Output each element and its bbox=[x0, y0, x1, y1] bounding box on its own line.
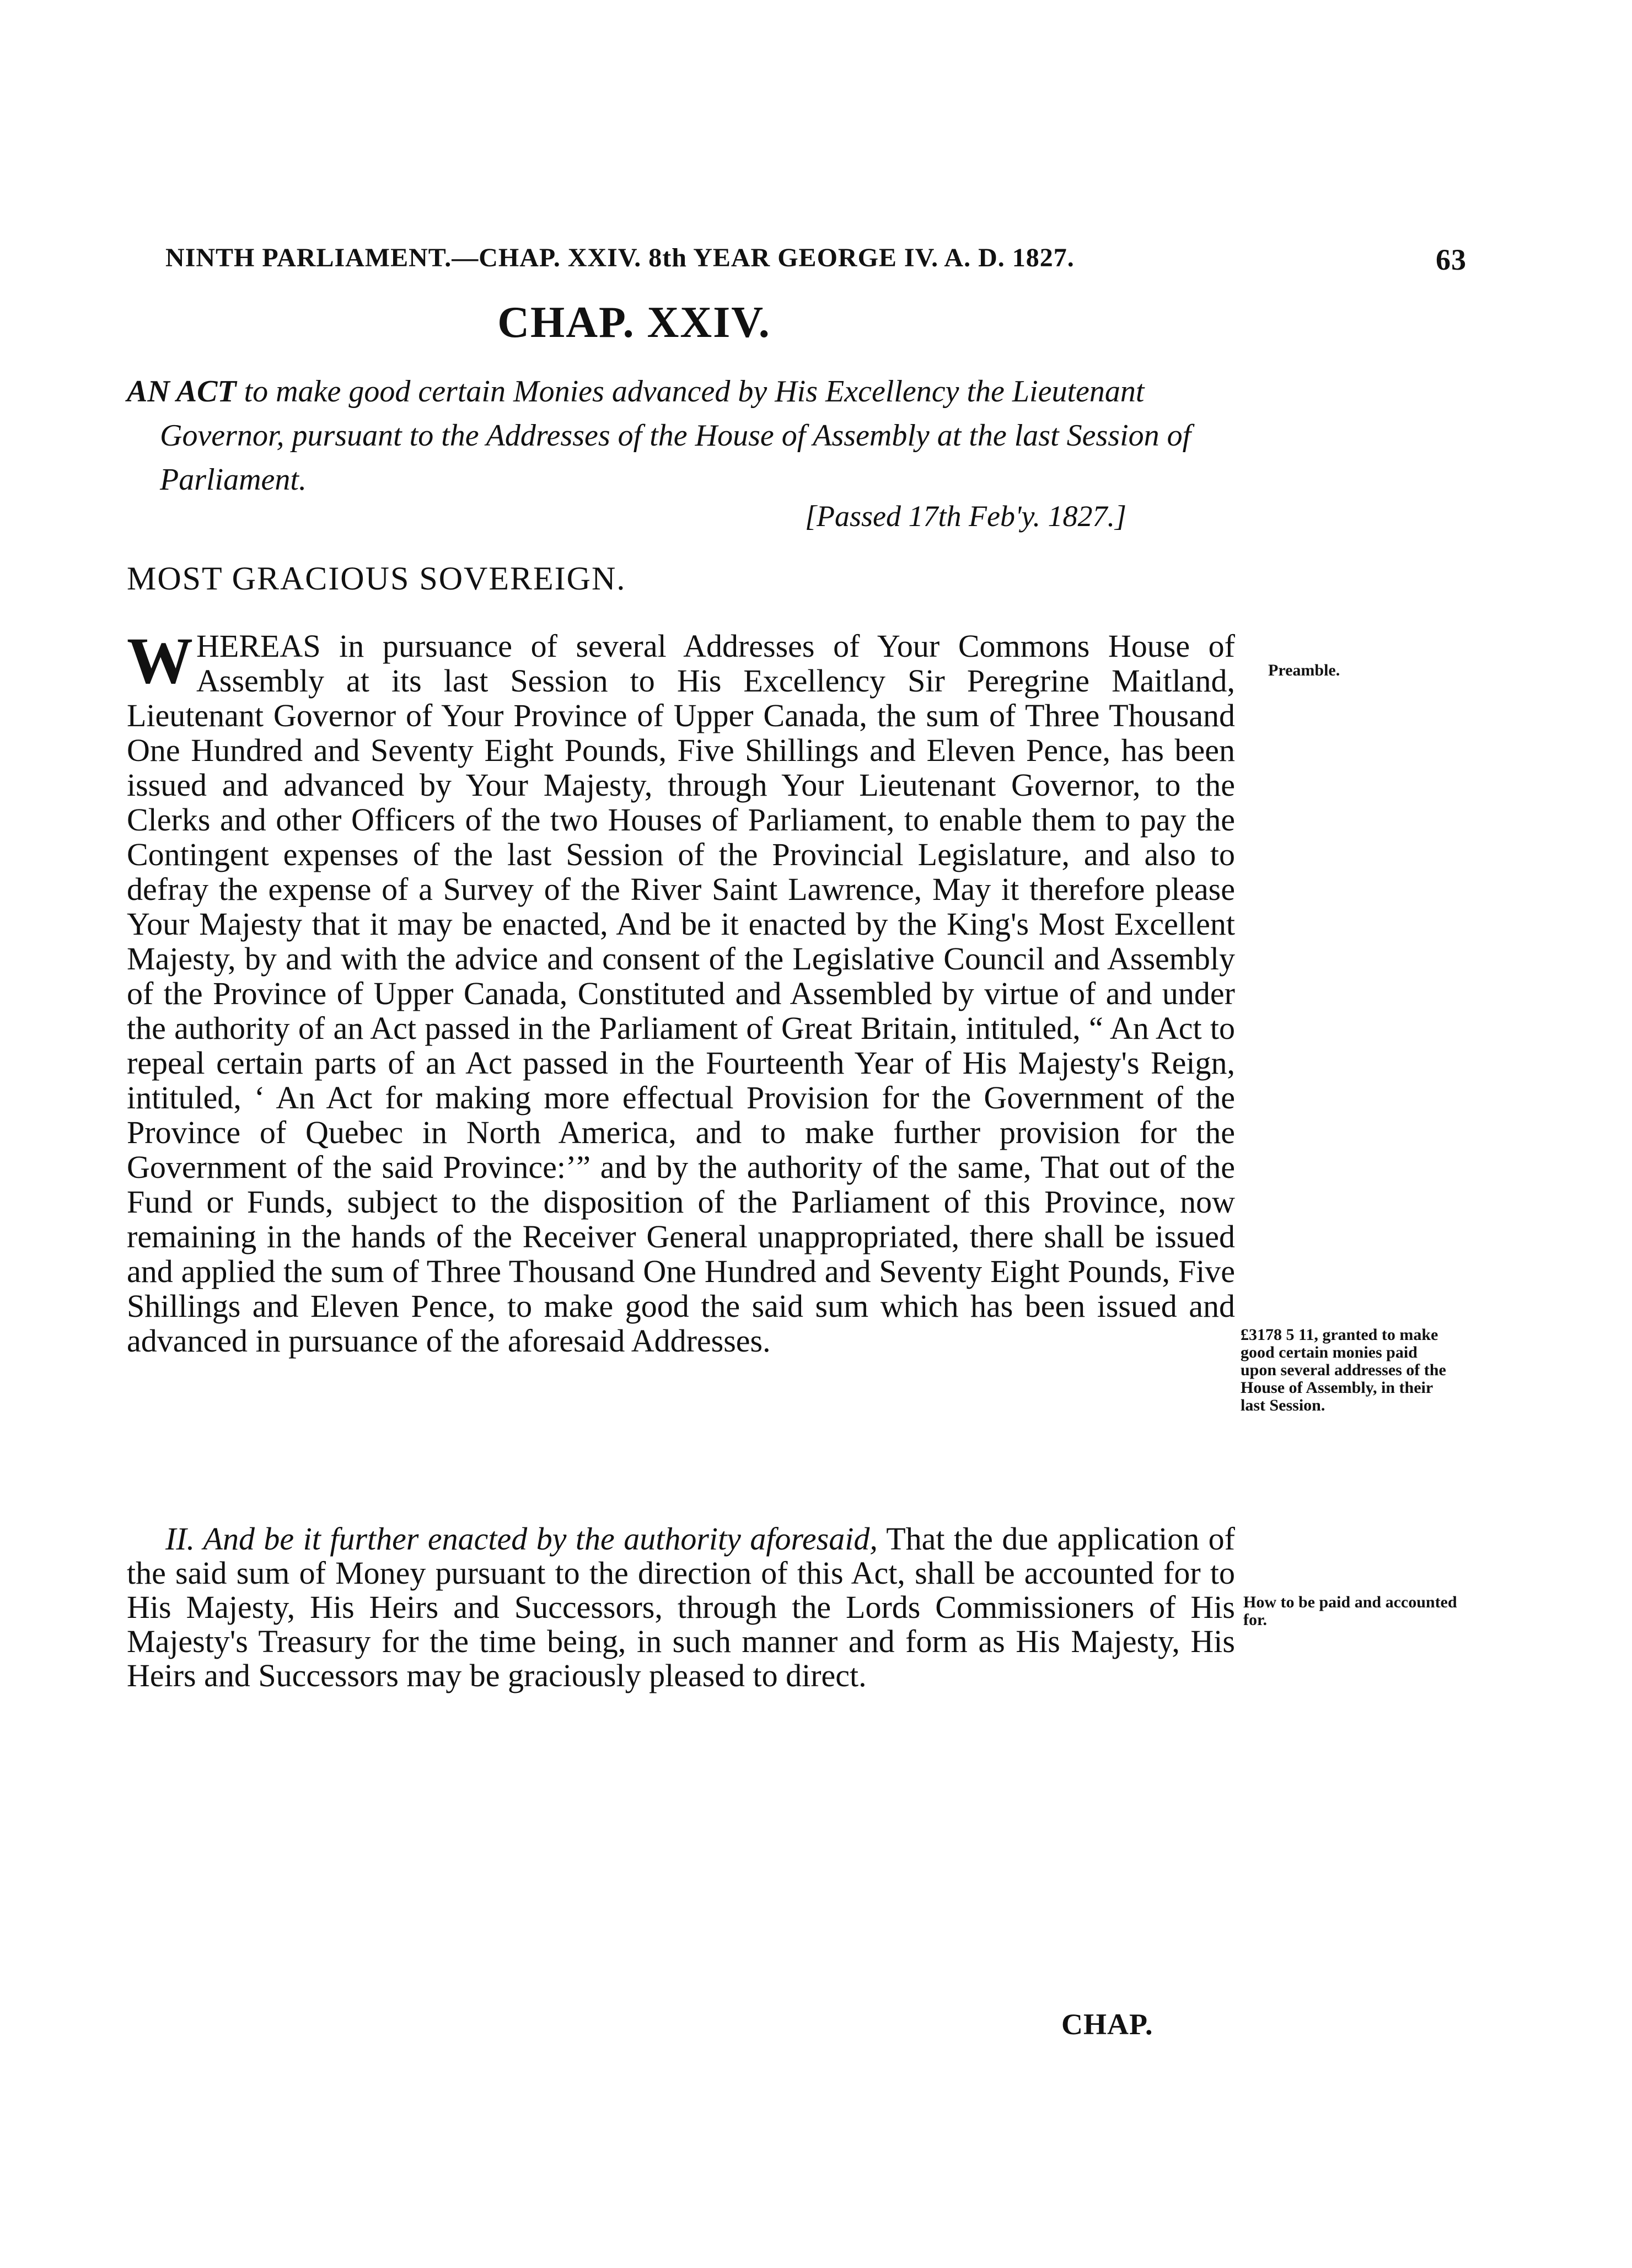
section-two-intro: II. And be it further enacted by the authority aforesaid, bbox=[165, 1521, 878, 1557]
margin-note-preamble: Preamble. bbox=[1268, 661, 1340, 679]
act-title-lead: AN ACT bbox=[127, 374, 237, 409]
running-head-text: NINTH PARLIAMENT.—CHAP. XXIV. 8th YEAR GEORGE IV. A. D. 1827. bbox=[165, 243, 1075, 272]
preamble-text: HEREAS in pursuance of several Addresses of Your Commons House of Assembly at its last Session to His Excellency Sir Peregrine Maitland, Lieutenant Governor of Your Province of Upper Canada, the sum of Three Thousand One Hundred and Seventy Eight Pounds, Five Shillings and Eleven Pence, has been issued and advanced by Your Majesty, through Your Lieutenant Governor, to the Clerks and other Officers of the two Houses of Parliament, to enable them to pay the Contingent expenses of the last Session of the Provincial Legislature, and also to defray the expense of a Survey of the River Saint Lawrence, May it therefore please Your Majesty that it may be enacted, And be it enacted by the King's Most Excellent Majesty, by and with the advice and consent of the Legislative Council and Assembly of the Province of Upper Canada, Constituted and Assembled by virtue of and under the authority of an Act passed in the Parliament of Great Britain, intituled, “ An Act to repeal certain parts of an Act passed in the Fourteenth Year of His Majesty's Reign, intituled, ‘ An Act for making more effectual Provision for the Government of the Province of Quebec in North America, and to make further provision for the Government of the said Province:’” and by the authority of the same, That out of the Fund or Funds, subject to the disposition of the Parliament of this Province, now remaining in the hands of the Receiver General unappropriated, there shall be issued and applied the sum of Three Thousand One Hundred and Seventy Eight Pounds, Five Shillings and Eleven Pence, to make good the said sum which has been issued and advanced in pursuance of the aforesaid Addresses. bbox=[127, 628, 1235, 1359]
passed-date: [Passed 17th Feb'y. 1827.] bbox=[805, 500, 1127, 533]
act-title-text: to make good certain Monies advanced by His Excellency the Lieutenant Governor, pursuant to the Addresses of the House of Assembly at the last Session of Parliament. bbox=[160, 374, 1191, 497]
section-two-text: That the due application of the said sum of Money pursuant to the direction of this Act, shall be accounted for to His Majesty, His Heirs and Successors, through the Lords Commissioners of His Majesty's Treasury for the time being, in such manner and form as His Majesty, His Heirs and Successors may be graciously pleased to direct. bbox=[127, 1521, 1235, 1693]
salutation: MOST GRACIOUS SOVEREIGN. bbox=[127, 560, 626, 597]
drop-cap: W bbox=[127, 624, 193, 697]
margin-note-accounted: How to be paid and accounted for. bbox=[1243, 1593, 1457, 1629]
page-number: 63 bbox=[1436, 243, 1467, 276]
chapter-title: CHAP. XXIV. bbox=[497, 298, 771, 347]
preamble-paragraph bbox=[127, 624, 1235, 1359]
margin-note-grant: £3178 5 11, granted to make good certain monies paid upon several addresses of the House of Assembly, in their last Session. bbox=[1241, 1326, 1446, 1414]
act-title bbox=[127, 369, 1241, 502]
catchword: CHAP. bbox=[1061, 2008, 1153, 2041]
section-two-paragraph bbox=[127, 1522, 1235, 1693]
